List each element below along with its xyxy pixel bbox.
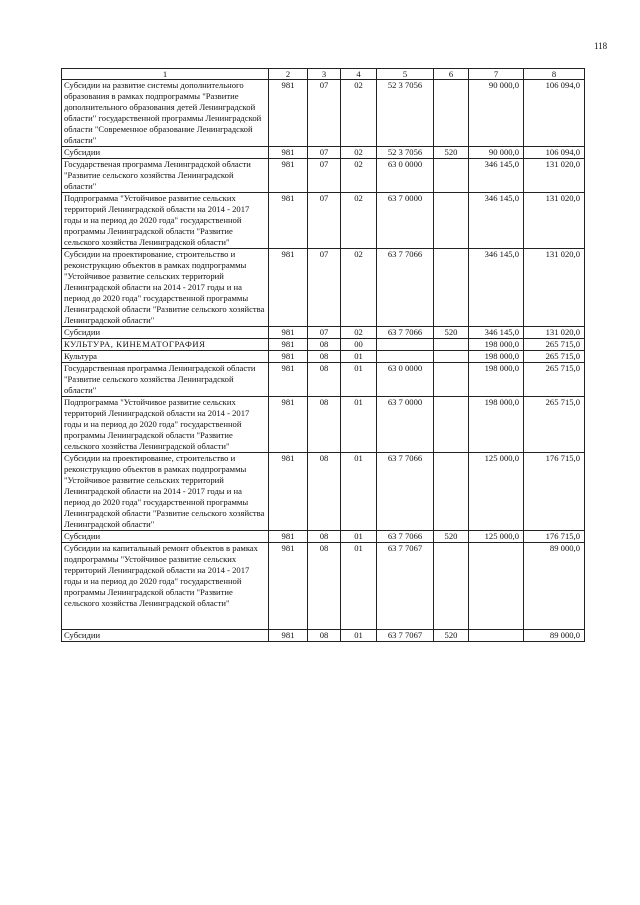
row-amount-2: 131 020,0: [524, 249, 585, 327]
row-section: 07: [308, 80, 341, 147]
row-subsection: 01: [341, 453, 377, 531]
row-subsection: 02: [341, 327, 377, 339]
table-row: [62, 630, 585, 642]
table-row: [62, 327, 585, 339]
header-row: [62, 69, 585, 80]
row-admin-code: 981: [269, 630, 308, 642]
header-cell: 2: [269, 69, 308, 80]
row-target-article: [377, 351, 434, 363]
row-amount-1: [469, 543, 524, 630]
row-subsection: 01: [341, 363, 377, 397]
row-amount-2: 89 000,0: [524, 630, 585, 642]
row-subsection: 01: [341, 397, 377, 453]
row-admin-code: 981: [269, 397, 308, 453]
row-amount-2: 265 715,0: [524, 363, 585, 397]
row-amount-1: [469, 630, 524, 642]
row-amount-1: 346 145,0: [469, 249, 524, 327]
row-name: Субсидии на развитие системы дополнительного образования в рамках подпрограммы "Развитие дополнительного образования детей Ленинградской области" государственной программы Ленинградской области "Современное образование Ленинградской области": [62, 80, 269, 147]
row-name: Субсидии: [62, 531, 269, 543]
row-expense-type: [434, 159, 469, 193]
row-amount-2: 131 020,0: [524, 159, 585, 193]
row-expense-type: 520: [434, 531, 469, 543]
row-amount-1: 346 145,0: [469, 327, 524, 339]
row-admin-code: 981: [269, 193, 308, 249]
row-expense-type: 520: [434, 147, 469, 159]
row-amount-2: 106 094,0: [524, 80, 585, 147]
row-target-article: 63 7 7066: [377, 249, 434, 327]
row-amount-2: 176 715,0: [524, 531, 585, 543]
header-cell: 6: [434, 69, 469, 80]
table-row: [62, 363, 585, 397]
row-target-article: 63 7 7067: [377, 630, 434, 642]
row-admin-code: 981: [269, 80, 308, 147]
table-row: [62, 339, 585, 351]
row-section: 08: [308, 531, 341, 543]
row-expense-type: [434, 249, 469, 327]
row-subsection: 02: [341, 249, 377, 327]
row-amount-2: 265 715,0: [524, 397, 585, 453]
row-admin-code: 981: [269, 351, 308, 363]
row-subsection: 00: [341, 339, 377, 351]
row-expense-type: [434, 397, 469, 453]
row-admin-code: 981: [269, 147, 308, 159]
row-section: 07: [308, 159, 341, 193]
row-subsection: 01: [341, 351, 377, 363]
row-amount-1: 90 000,0: [469, 80, 524, 147]
row-target-article: 63 0 0000: [377, 363, 434, 397]
row-target-article: 63 7 7066: [377, 327, 434, 339]
row-name: Субсидии: [62, 147, 269, 159]
row-expense-type: [434, 80, 469, 147]
row-amount-1: 198 000,0: [469, 397, 524, 453]
header-cell: 7: [469, 69, 524, 80]
table-row: [62, 147, 585, 159]
row-name: Государственная программа Ленинградской области "Развитие сельского хозяйства Ленинградской области": [62, 363, 269, 397]
row-expense-type: [434, 193, 469, 249]
row-section: 07: [308, 249, 341, 327]
row-target-article: 63 7 7066: [377, 531, 434, 543]
row-amount-2: 265 715,0: [524, 339, 585, 351]
row-name: Подпрограмма "Устойчивое развитие сельских территорий Ленинградской области на 2014 - 2017 годы и на период до 2020 года" государственной программы Ленинградской области "Развитие сельского хозяйства Ленинградской области": [62, 193, 269, 249]
header-cell: 3: [308, 69, 341, 80]
row-amount-1: 346 145,0: [469, 159, 524, 193]
page-number: 118: [594, 41, 608, 51]
row-section: 08: [308, 453, 341, 531]
row-section: 07: [308, 147, 341, 159]
table-row: [62, 80, 585, 147]
row-target-article: 52 3 7056: [377, 147, 434, 159]
row-section: 08: [308, 339, 341, 351]
table-row: [62, 531, 585, 543]
row-admin-code: 981: [269, 363, 308, 397]
row-admin-code: 981: [269, 453, 308, 531]
table-row: [62, 453, 585, 531]
row-name: Культура: [62, 351, 269, 363]
row-amount-1: 198 000,0: [469, 339, 524, 351]
row-target-article: 63 7 7067: [377, 543, 434, 630]
row-section: 08: [308, 397, 341, 453]
row-target-article: 63 7 0000: [377, 193, 434, 249]
row-target-article: [377, 339, 434, 351]
row-admin-code: 981: [269, 531, 308, 543]
row-name: Субсидии на проектирование, строительство и реконструкцию объектов в рамках подпрограммы "Устойчивое развитие сельских территорий Ленинградской области на 2014 - 2017 годы и на период до 2020 года" государственной программы Ленинградской области "Развитие сельского хозяйства Ленинградской области": [62, 453, 269, 531]
row-target-article: 63 7 0000: [377, 397, 434, 453]
row-target-article: 63 7 7066: [377, 453, 434, 531]
header-cell: 5: [377, 69, 434, 80]
row-section: 08: [308, 543, 341, 630]
table-row: [62, 397, 585, 453]
row-expense-type: [434, 339, 469, 351]
row-name: Государственая программа Ленинградской области "Развитие сельского хозяйства Ленинградской области": [62, 159, 269, 193]
row-name: Субсидии на капитальный ремонт объектов в рамках подпрограммы "Устойчивое развитие сельских территорий Ленинградской области на 2014 - 2017 годы и на период до 2020 года" государственной программы Ленинградской области "Развитие сельского хозяйства Ленинградской области": [62, 543, 269, 630]
row-expense-type: [434, 543, 469, 630]
row-amount-2: 106 094,0: [524, 147, 585, 159]
row-name: КУЛЬТУРА, КИНЕМАТОГРАФИЯ: [62, 339, 269, 351]
row-subsection: 01: [341, 531, 377, 543]
row-name: Субсидии: [62, 327, 269, 339]
table-row: [62, 543, 585, 630]
row-amount-1: 198 000,0: [469, 351, 524, 363]
row-amount-2: 131 020,0: [524, 327, 585, 339]
row-subsection: 01: [341, 543, 377, 630]
row-section: 08: [308, 363, 341, 397]
row-admin-code: 981: [269, 159, 308, 193]
row-name: Субсидии на проектирование, строительство и реконструкцию объектов в рамках подпрограммы "Устойчивое развитие сельских территорий Ленинградской области на 2014 - 2017 годы и на период до 2020 года" государственной программы Ленинградской области "Развитие сельского хозяйства Ленинградской области": [62, 249, 269, 327]
table-row: [62, 193, 585, 249]
row-amount-1: 125 000,0: [469, 453, 524, 531]
row-amount-2: 131 020,0: [524, 193, 585, 249]
row-expense-type: 520: [434, 327, 469, 339]
row-section: 08: [308, 630, 341, 642]
row-name: Подпрограмма "Устойчивое развитие сельских территорий Ленинградской области на 2014 - 2017 годы и на период до 2020 года" государственной программы Ленинградской области "Развитие сельского хозяйства Ленинградской области": [62, 397, 269, 453]
table-row: [62, 351, 585, 363]
row-expense-type: 520: [434, 630, 469, 642]
row-target-article: 52 3 7056: [377, 80, 434, 147]
header-cell: 4: [341, 69, 377, 80]
row-admin-code: 981: [269, 339, 308, 351]
row-amount-2: 176 715,0: [524, 453, 585, 531]
row-amount-1: 346 145,0: [469, 193, 524, 249]
row-subsection: 02: [341, 193, 377, 249]
row-amount-1: 125 000,0: [469, 531, 524, 543]
row-admin-code: 981: [269, 543, 308, 630]
budget-table: [61, 68, 585, 642]
header-cell: 1: [62, 69, 269, 80]
row-admin-code: 981: [269, 327, 308, 339]
row-expense-type: [434, 453, 469, 531]
row-name: Субсидии: [62, 630, 269, 642]
row-amount-1: 198 000,0: [469, 363, 524, 397]
row-expense-type: [434, 351, 469, 363]
header-cell: 8: [524, 69, 585, 80]
row-section: 07: [308, 193, 341, 249]
row-subsection: 02: [341, 80, 377, 147]
table-row: [62, 159, 585, 193]
row-target-article: 63 0 0000: [377, 159, 434, 193]
row-section: 08: [308, 351, 341, 363]
row-amount-1: 90 000,0: [469, 147, 524, 159]
row-expense-type: [434, 363, 469, 397]
row-subsection: 02: [341, 159, 377, 193]
table-row: [62, 249, 585, 327]
row-section: 07: [308, 327, 341, 339]
row-admin-code: 981: [269, 249, 308, 327]
row-subsection: 02: [341, 147, 377, 159]
row-amount-2: 89 000,0: [524, 543, 585, 630]
row-amount-2: 265 715,0: [524, 351, 585, 363]
row-subsection: 01: [341, 630, 377, 642]
